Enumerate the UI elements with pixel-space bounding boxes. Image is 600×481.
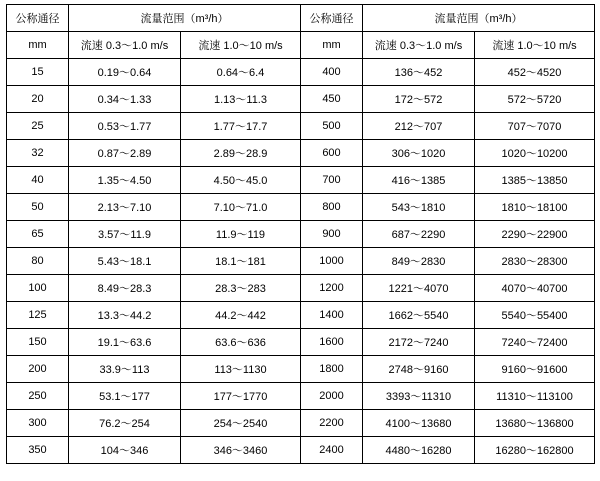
cell-flow-high-right: 1385～13850 bbox=[475, 167, 595, 194]
cell-flow-high-left: 254～2540 bbox=[181, 410, 301, 437]
table-header-row-main bbox=[7, 5, 595, 32]
cell-nominal-diameter-left: 80 bbox=[7, 248, 69, 275]
cell-nominal-diameter-right: 500 bbox=[301, 113, 363, 140]
cell-flow-low-left: 0.19～0.64 bbox=[69, 59, 181, 86]
cell-flow-high-right: 572～5720 bbox=[475, 86, 595, 113]
cell-flow-low-right: 306～1020 bbox=[363, 140, 475, 167]
cell-nominal-diameter-right: 800 bbox=[301, 194, 363, 221]
table-row bbox=[7, 383, 595, 410]
cell-nominal-diameter-left: 350 bbox=[7, 437, 69, 464]
header-nominal-diameter-left: 公称通径 bbox=[7, 5, 69, 32]
cell-nominal-diameter-left: 100 bbox=[7, 275, 69, 302]
cell-flow-low-left: 104～346 bbox=[69, 437, 181, 464]
cell-flow-high-right: 13680～136800 bbox=[475, 410, 595, 437]
cell-flow-low-right: 4480～16280 bbox=[363, 437, 475, 464]
cell-flow-low-right: 543～1810 bbox=[363, 194, 475, 221]
cell-nominal-diameter-left: 40 bbox=[7, 167, 69, 194]
table-row bbox=[7, 275, 595, 302]
cell-flow-low-left: 19.1～63.6 bbox=[69, 329, 181, 356]
cell-flow-low-right: 1662～5540 bbox=[363, 302, 475, 329]
cell-nominal-diameter-right: 450 bbox=[301, 86, 363, 113]
cell-nominal-diameter-right: 2200 bbox=[301, 410, 363, 437]
cell-flow-high-right: 9160～91600 bbox=[475, 356, 595, 383]
cell-flow-high-left: 28.3～283 bbox=[181, 275, 301, 302]
cell-flow-high-right: 2290～22900 bbox=[475, 221, 595, 248]
table-row bbox=[7, 356, 595, 383]
cell-flow-high-left: 113～1130 bbox=[181, 356, 301, 383]
cell-flow-low-right: 687～2290 bbox=[363, 221, 475, 248]
cell-flow-low-right: 4100～13680 bbox=[363, 410, 475, 437]
cell-nominal-diameter-right: 1200 bbox=[301, 275, 363, 302]
cell-nominal-diameter-left: 50 bbox=[7, 194, 69, 221]
cell-flow-low-right: 416～1385 bbox=[363, 167, 475, 194]
table-row bbox=[7, 140, 595, 167]
cell-flow-low-left: 0.87～2.89 bbox=[69, 140, 181, 167]
cell-flow-high-right: 2830～28300 bbox=[475, 248, 595, 275]
cell-flow-high-right: 1020～10200 bbox=[475, 140, 595, 167]
cell-flow-high-left: 1.77～17.7 bbox=[181, 113, 301, 140]
cell-nominal-diameter-right: 1000 bbox=[301, 248, 363, 275]
unit-cell-right: mm bbox=[301, 32, 363, 59]
cell-flow-high-left: 11.9～119 bbox=[181, 221, 301, 248]
cell-nominal-diameter-right: 400 bbox=[301, 59, 363, 86]
unit-speed-low-right: 流速 0.3～1.0 m/s bbox=[363, 32, 475, 59]
cell-flow-low-left: 2.13～7.10 bbox=[69, 194, 181, 221]
cell-nominal-diameter-left: 15 bbox=[7, 59, 69, 86]
cell-flow-high-left: 177～1770 bbox=[181, 383, 301, 410]
cell-flow-low-left: 76.2～254 bbox=[69, 410, 181, 437]
table-row bbox=[7, 329, 595, 356]
cell-flow-high-left: 346～3460 bbox=[181, 437, 301, 464]
cell-flow-high-left: 2.89～28.9 bbox=[181, 140, 301, 167]
cell-nominal-diameter-left: 65 bbox=[7, 221, 69, 248]
cell-flow-high-left: 18.1～181 bbox=[181, 248, 301, 275]
cell-flow-low-right: 1221～4070 bbox=[363, 275, 475, 302]
unit-speed-low-left: 流速 0.3～1.0 m/s bbox=[69, 32, 181, 59]
cell-flow-high-left: 4.50～45.0 bbox=[181, 167, 301, 194]
table-unit-row bbox=[7, 32, 595, 59]
cell-flow-low-right: 2748～9160 bbox=[363, 356, 475, 383]
cell-flow-low-left: 8.49～28.3 bbox=[69, 275, 181, 302]
table-row bbox=[7, 302, 595, 329]
cell-flow-low-right: 136～452 bbox=[363, 59, 475, 86]
cell-flow-low-left: 0.53～1.77 bbox=[69, 113, 181, 140]
cell-flow-low-right: 212～707 bbox=[363, 113, 475, 140]
cell-flow-low-left: 13.3～44.2 bbox=[69, 302, 181, 329]
table-row bbox=[7, 59, 595, 86]
cell-flow-low-left: 5.43～18.1 bbox=[69, 248, 181, 275]
unit-speed-high-left: 流速 1.0～10 m/s bbox=[181, 32, 301, 59]
cell-nominal-diameter-left: 250 bbox=[7, 383, 69, 410]
table-row bbox=[7, 86, 595, 113]
table-row bbox=[7, 248, 595, 275]
cell-nominal-diameter-left: 32 bbox=[7, 140, 69, 167]
cell-flow-low-left: 33.9～113 bbox=[69, 356, 181, 383]
cell-flow-high-right: 452～4520 bbox=[475, 59, 595, 86]
cell-nominal-diameter-right: 700 bbox=[301, 167, 363, 194]
cell-nominal-diameter-left: 300 bbox=[7, 410, 69, 437]
header-flow-range-left: 流量范围（m³/h） bbox=[69, 5, 301, 32]
cell-nominal-diameter-left: 125 bbox=[7, 302, 69, 329]
cell-nominal-diameter-right: 900 bbox=[301, 221, 363, 248]
cell-nominal-diameter-right: 1800 bbox=[301, 356, 363, 383]
table-row bbox=[7, 410, 595, 437]
cell-flow-high-right: 5540～55400 bbox=[475, 302, 595, 329]
cell-flow-high-left: 7.10～71.0 bbox=[181, 194, 301, 221]
cell-nominal-diameter-left: 25 bbox=[7, 113, 69, 140]
cell-flow-low-left: 53.1～177 bbox=[69, 383, 181, 410]
cell-flow-high-left: 1.13～11.3 bbox=[181, 86, 301, 113]
cell-flow-low-right: 2172～7240 bbox=[363, 329, 475, 356]
table-row bbox=[7, 167, 595, 194]
cell-flow-low-left: 3.57～11.9 bbox=[69, 221, 181, 248]
cell-flow-low-right: 3393～11310 bbox=[363, 383, 475, 410]
cell-nominal-diameter-right: 1600 bbox=[301, 329, 363, 356]
unit-speed-high-right: 流速 1.0～10 m/s bbox=[475, 32, 595, 59]
cell-flow-low-left: 1.35～4.50 bbox=[69, 167, 181, 194]
unit-cell-left: mm bbox=[7, 32, 69, 59]
cell-flow-high-right: 4070～40700 bbox=[475, 275, 595, 302]
cell-flow-high-left: 0.64～6.4 bbox=[181, 59, 301, 86]
cell-flow-high-right: 7240～72400 bbox=[475, 329, 595, 356]
header-flow-range-right: 流量范围（m³/h） bbox=[363, 5, 595, 32]
cell-flow-high-right: 16280～162800 bbox=[475, 437, 595, 464]
cell-nominal-diameter-right: 2000 bbox=[301, 383, 363, 410]
table-row bbox=[7, 437, 595, 464]
cell-flow-high-right: 707～7070 bbox=[475, 113, 595, 140]
table-row bbox=[7, 194, 595, 221]
flow-range-table bbox=[6, 4, 595, 464]
cell-nominal-diameter-left: 150 bbox=[7, 329, 69, 356]
cell-flow-high-left: 63.6～636 bbox=[181, 329, 301, 356]
header-nominal-diameter-right: 公称通径 bbox=[301, 5, 363, 32]
table-body bbox=[7, 5, 595, 464]
cell-nominal-diameter-left: 200 bbox=[7, 356, 69, 383]
cell-nominal-diameter-right: 600 bbox=[301, 140, 363, 167]
table-row bbox=[7, 221, 595, 248]
cell-nominal-diameter-right: 1400 bbox=[301, 302, 363, 329]
cell-flow-low-left: 0.34～1.33 bbox=[69, 86, 181, 113]
cell-nominal-diameter-right: 2400 bbox=[301, 437, 363, 464]
cell-flow-low-right: 172～572 bbox=[363, 86, 475, 113]
cell-flow-low-right: 849～2830 bbox=[363, 248, 475, 275]
cell-flow-high-left: 44.2～442 bbox=[181, 302, 301, 329]
table-row bbox=[7, 113, 595, 140]
cell-flow-high-right: 11310～113100 bbox=[475, 383, 595, 410]
cell-nominal-diameter-left: 20 bbox=[7, 86, 69, 113]
cell-flow-high-right: 1810～18100 bbox=[475, 194, 595, 221]
